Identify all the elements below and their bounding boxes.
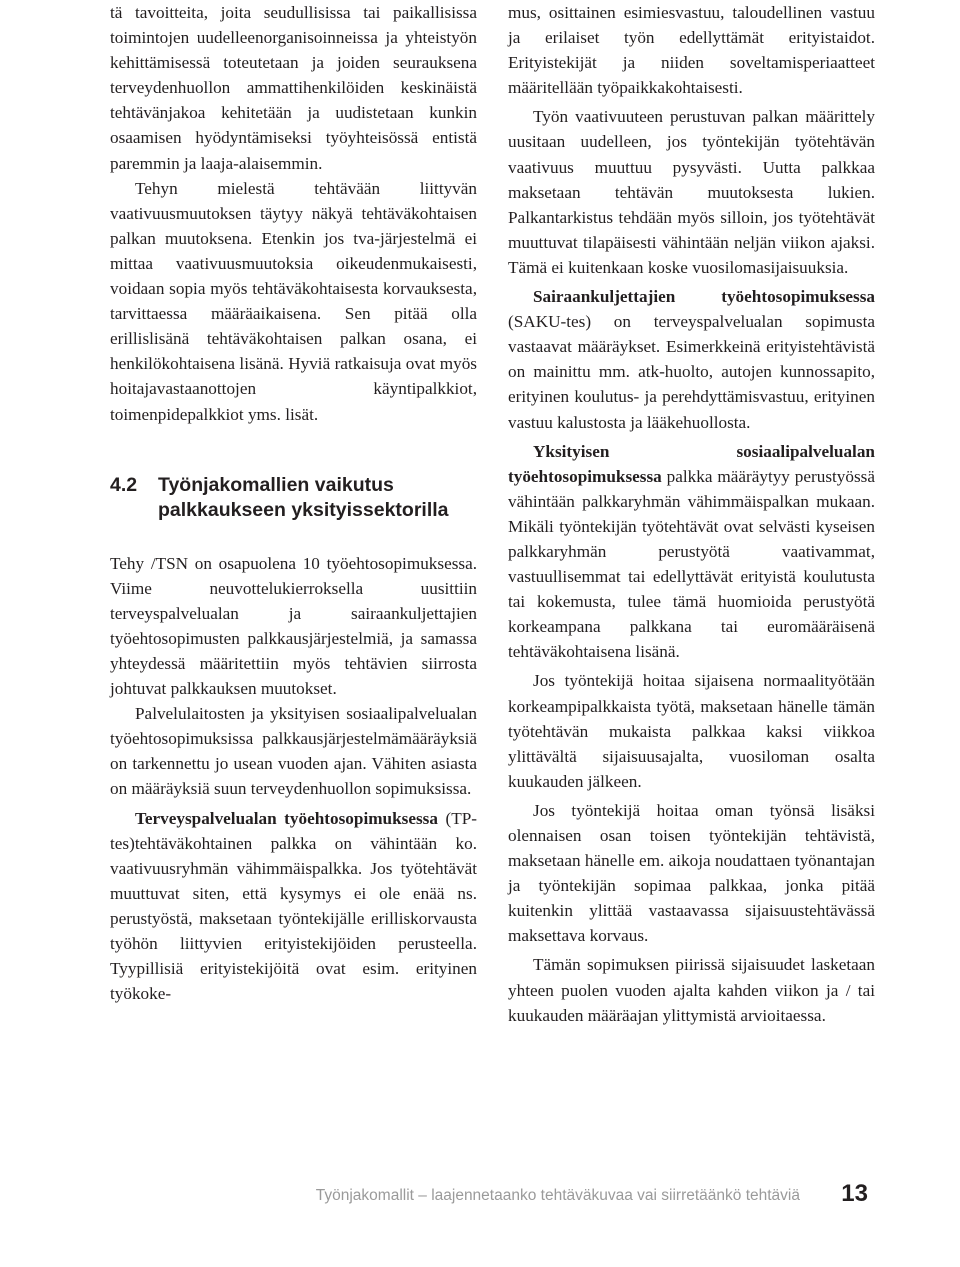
agreement-name: Yksityisen sosiaalipalvelualan työehtosopimuksessa — [508, 441, 875, 486]
paragraph: Tämän sopimuksen piirissä sijaisuudet lasketaan yhteen puolen vuoden ajalta kahden viikon ja / tai kuukauden määräajan ylittymistä arvioitaessa. — [508, 955, 875, 1025]
paragraph: Jos työntekijä hoitaa sijaisena normaalityötään korkeampipalkkaista työtä, maksetaan hänelle tämän työtehtävän mukaista palkkaa kaksi viikkoa ylittävältä sijaisuusajalta, vuosiloman osalta kuukauden jälkeen. — [508, 671, 875, 791]
section-number: 4.2 — [110, 473, 138, 496]
agreement-name: Sairaankuljettajien työehtosopimuksessa — [533, 287, 875, 307]
footer-title: Työnjakomallit – laajennetaanko tehtäväkuvaa vai siirretäänkö tehtäviä — [315, 1187, 800, 1204]
paragraph — [508, 284, 875, 435]
page-footer — [0, 1180, 960, 1210]
paragraph: Jos työntekijä hoitaa oman työnsä lisäksi olennaisen osan toisen työntekijän tehtävistä, maksetaan hänelle em. aikoja noudattaen työnantajan ja työntekijän sopimaa palkkaa, jonka pitää kuitenkin ylittää vastaavassa sijaisuustehtävässä maksettava korvaus. — [508, 800, 875, 946]
paragraph-text: (TP-tes)tehtäväkohtainen palkka on vähintään ko. vaativuusryhmän vähimmäispalkka. Jos työtehtävät muuttuvat siten, että kysymys ei ole enää ns. perustyöstä, maksetaan työntekijälle erilliskorvausta työhön liittyvien erityistekijöiden perusteella. Tyypillisiä erityistekijöitä ovat esim. erityinen työkoke- — [110, 808, 477, 1004]
paragraph: Työn vaativuuteen perustuvan palkan määrittely uusitaan uudelleen, jos työntekijän työtehtävän vaativuus muuttuu pysyvästi. Uutta palkkaa maksetaan tehtävän muutoksesta lukien. Palkantarkistus tehdään myös silloin, jos työtehtävät muuttuvat tilapäisesti vähintään neljän viikon ajaksi. Tämä ei kuitenkaan koske vuosilomasijaisuuksia. — [508, 107, 875, 277]
paragraph-text: (SAKU-tes) on terveyspalvelualan sopimusta vastaavat määräykset. Esimerkkeinä erityistehtävistä on mainittu mm. atk-huolto, autojen kunnossapito, erityinen koulutus- ja perehdyttämisvastuu, erityinen vastuu kalustosta ja lääkehuollosta. — [508, 312, 875, 432]
agreement-name: Terveyspalvelualan työehtosopimuksessa — [135, 808, 438, 828]
section-title: Työnjakomallien vaikutus palkkaukseen yksityissektorilla — [158, 473, 449, 521]
left-column — [110, 0, 477, 1006]
paragraph — [110, 806, 477, 1007]
paragraph: Tehy /TSN on osapuolena 10 työehtosopimuksessa. Viime neuvottelukierroksella uusittiin terveyspalvelualan ja sairaankuljettajien työehtosopimusten palkkausjärjestelmiä, ja samassa yhteydessä määritettiin myös tehtävien siirrosta johtuvat palkkauksen muutokset. — [110, 553, 477, 699]
right-column — [508, 0, 875, 1028]
section-heading — [110, 473, 477, 523]
paragraph-text: palkka määräytyy perustyössä vähintään palkkaryhmän vähimmäispalkan mukaan. Mikäli työntekijän työtehtävät ovat selvästi kyseisen palkkaryhmän perustyötä vaativammat, vastuullisemmat tai edellyttävät erityistä koulutusta tai kokemusta, tulee tämä huomioida perustyötä korkeampana palkkana tai euromääräisenä tehtäväkohtaisena lisänä. — [508, 466, 875, 662]
paragraph: Palvelulaitosten ja yksityisen sosiaalipalvelualan työehtosopimuksissa palkkausjärjestelmämääräyksiä on tarkennettu jo usean vuoden ajan. Vähiten asiasta on määräyksiä suun terveydenhuollon sopimuksissa. — [110, 704, 477, 799]
paragraph: tä tavoitteita, joita seudullisissa tai paikallisissa toimintojen uudelleenorganisoinneissa ja yhteistyön kehittämisessä toteutetaan ja joiden seurauksena terveydenhuollon ammattihenkilöiden keskinäistä tehtävänjakoa kehitetään ja uudistetaan kunkin osaamisen hyödyntämiseksi työyhteisössä entistä paremmin ja laaja-alaisemmin. — [110, 3, 477, 173]
paragraph: mus, osittainen esimiesvastuu, taloudellinen vastuu ja erilaiset työn edellyttämät erityistaidot. Erityistekijät ja niiden soveltamisperiaatteet määritellään työpaikkakohtaisesti. — [508, 3, 875, 98]
page-number: 13 — [841, 1180, 868, 1207]
paragraph — [508, 439, 875, 665]
paragraph: Tehyn mielestä tehtävään liittyvän vaativuusmuutoksen täytyy näkyä tehtäväkohtaisen palkan muutoksena. Etenkin jos tva-järjestelmä ei mittaa vaativuusmuutoksia oikeudenmukaisesti, voidaan sopia myös tehtäväkohtaisesta korvauksesta, tarvittaessa määräaikaisena. Sen pitää olla erillislisänä tehtäväkohtaisen palkan osana, ei henkilökohtaisena lisänä. Hyviä ratkaisuja ovat myös hoitajavastaanottojen käyntipalkkiot, toimenpidepalkkiot yms. lisät. — [110, 178, 477, 424]
